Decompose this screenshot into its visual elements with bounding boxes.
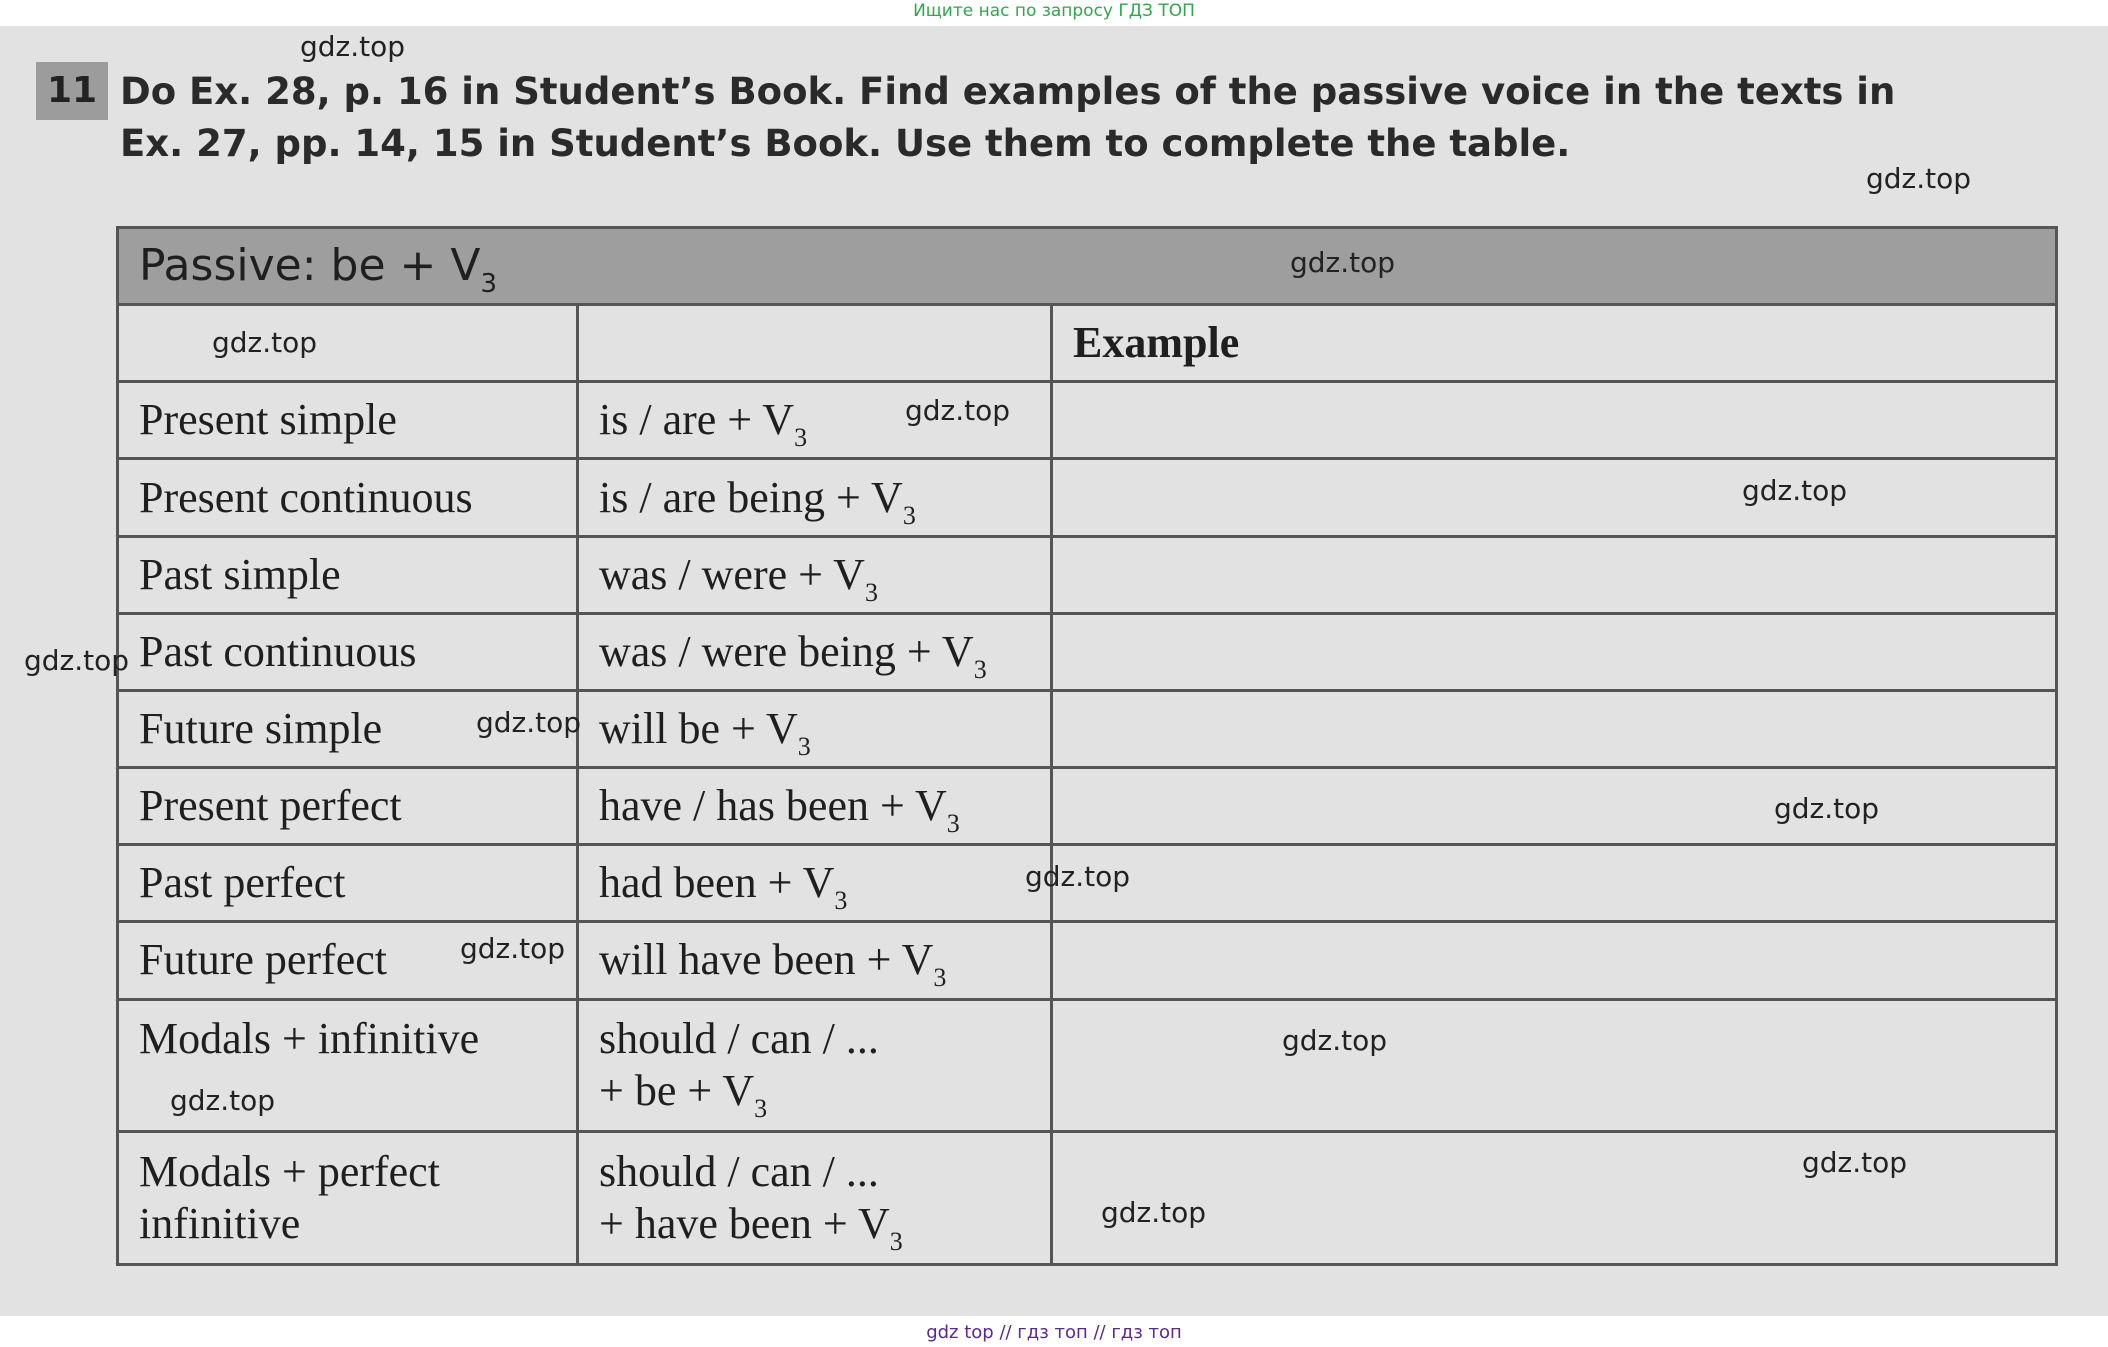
example-cell[interactable] xyxy=(1052,536,2057,613)
form-cell: will have been + $V_3$ xyxy=(578,922,1052,999)
exercise-instruction: Do Ex. 28, p. 16 in Student’s Book. Find examples of the passive voice in the texts in Ex. 27, pp. 14, 15 in Student’s Book. Use them to complete the table. xyxy=(120,70,1896,165)
watermark: gdz.top xyxy=(905,394,1011,427)
tense-cell: Past perfect xyxy=(118,845,578,922)
watermark: gdz.top xyxy=(300,30,406,63)
watermark: gdz.top xyxy=(1290,246,1396,279)
tense-cell: Future perfect xyxy=(118,922,578,999)
watermark: gdz.top xyxy=(170,1084,276,1117)
tense-cell: Future simple xyxy=(118,690,578,767)
watermark: gdz.top xyxy=(1742,474,1848,507)
table-title-row xyxy=(118,228,2057,305)
form-cell: have / has been + $V_3$ xyxy=(578,768,1052,845)
watermark: gdz.top xyxy=(1802,1146,1908,1179)
tense-cell: Present continuous xyxy=(118,459,578,536)
watermark: gdz.top xyxy=(1866,162,1972,195)
exercise-number-badge: 11 xyxy=(36,62,108,120)
example-header: Example xyxy=(1052,305,2057,382)
watermark: gdz.top xyxy=(24,644,130,677)
watermark: gdz.top xyxy=(460,932,566,965)
form-cell: will be + $V_3$ xyxy=(578,690,1052,767)
example-cell[interactable] xyxy=(1052,382,2057,459)
table-row xyxy=(118,690,2057,767)
table-row xyxy=(118,999,2057,1132)
table-row xyxy=(118,613,2057,690)
tense-header xyxy=(118,305,578,382)
form-cell: was / were being + $V_3$ xyxy=(578,613,1052,690)
watermark: gdz.top xyxy=(476,706,582,739)
example-cell[interactable] xyxy=(1052,922,2057,999)
top-banner[interactable]: Ищите нас по запросу ГДЗ ТОП xyxy=(913,1,1195,21)
form-cell: should / can / ... + have been + $V_3$ xyxy=(578,1132,1052,1265)
table-row xyxy=(118,536,2057,613)
watermark: gdz.top xyxy=(1101,1196,1207,1229)
tense-cell: Present perfect xyxy=(118,768,578,845)
table-row xyxy=(118,922,2057,999)
table-row xyxy=(118,382,2057,459)
table-row xyxy=(118,1132,2057,1265)
form-cell: was / were + $V_3$ xyxy=(578,536,1052,613)
table-row xyxy=(118,768,2057,845)
tense-cell: Past simple xyxy=(118,536,578,613)
passive-voice-table xyxy=(116,226,2058,1266)
form-cell: is / are being + $V_3$ xyxy=(578,459,1052,536)
bottom-banner[interactable]: gdz top // гдз топ // гдз топ xyxy=(0,1318,2108,1347)
form-header xyxy=(578,305,1052,382)
tense-cell: Past continuous xyxy=(118,613,578,690)
example-cell[interactable] xyxy=(1052,999,2057,1132)
example-cell[interactable] xyxy=(1052,613,2057,690)
form-cell: is / are + $V_3$ xyxy=(578,382,1052,459)
form-cell: had been + $V_3$ xyxy=(578,845,1052,922)
example-cell[interactable] xyxy=(1052,845,2057,922)
watermark: gdz.top xyxy=(1282,1024,1388,1057)
tense-cell: Present simple xyxy=(118,382,578,459)
example-cell[interactable] xyxy=(1052,690,2057,767)
tense-cell: Modals + infinitive xyxy=(118,999,578,1132)
table-title: Passive: be + $V_3$ xyxy=(118,228,2057,305)
tense-cell: Modals + perfect infinitive xyxy=(118,1132,578,1265)
example-cell[interactable] xyxy=(1052,459,2057,536)
watermark: gdz.top xyxy=(212,326,318,359)
table-header-row xyxy=(118,305,2057,382)
watermark: gdz.top xyxy=(1774,792,1880,825)
form-cell: should / can / ... + be + $V_3$ xyxy=(578,999,1052,1132)
example-cell[interactable] xyxy=(1052,768,2057,845)
watermark: gdz.top xyxy=(1025,860,1131,893)
